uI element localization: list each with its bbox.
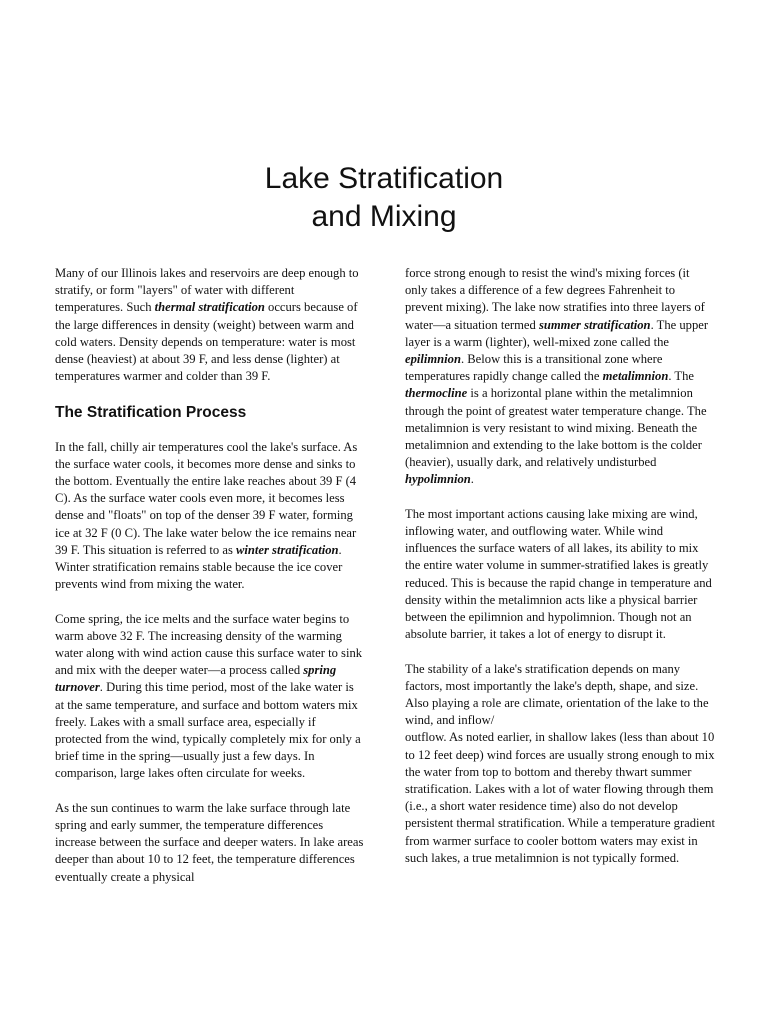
stability-text-2: outflow. As noted earlier, in shallow lakes (less than about 10 to 12 feet deep) wind forces are usually strong enough to mix the water from top to bottom and thereby thwart summer stratification. Lakes with a lot of water flowing through them (i.e., a short water residence time) also do not develop persistent thermal stratification. While a temperature gradient from warmer surface to cooler bottom waters may exist in such lakes, a true metalimnion is not typically formed. — [405, 730, 715, 865]
page-title-line-2: and Mixing — [311, 200, 457, 233]
fall-text-1: In the fall, chilly air temperatures cool the lake's surface. As the surface water cools, it becomes more dense and sinks to the bottom. Eventually the entire lake reaches about 39 F (4 C). As the surface water cools even more, it becomes less dense and "floats" on top of the denser 39 F water, forming ice at 32 F (0 C). The lake water below the ice remains near 39 F. This situation is referred to as — [55, 439, 358, 557]
term-hypolimnion: hypolimnion — [405, 472, 471, 487]
layers-text-1: force strong enough to resist the wind's mixing forces (it only takes a difference of a few degrees Fahrenheit to prevent mixing). The lake now stratifies into three layers of water—a situation termed — [405, 266, 705, 332]
spring-text-1: Come spring, the ice melts and the surface water begins to warm above 32 F. The increasing density of the warming water along with wind action cause this surface water to sink and mix with the deeper water—a process called — [55, 611, 363, 678]
fall-paragraph — [55, 439, 365, 594]
layers-text-5: is a horizontal plane within the metalimnion through the point of greatest water temperature change. The metalimnion is very resistant to wind mixing. Beneath the metalimnion and extending to the lake bottom is the colder (heavier), usually dark, and relatively undisturbed — [405, 386, 707, 470]
layers-text-2: . The upper layer is a warm (lighter), well-mixed zone called the — [405, 317, 709, 349]
summer-paragraph: As the sun continues to warm the lake surface through late spring and early summer, the temperature differences increase between the surface and deeper waters. In lake areas deeper than about 10 to 12 feet, the temperature differences eventually create a physical — [55, 800, 364, 884]
layers-text-4: . The — [668, 369, 694, 384]
intro-paragraph — [55, 265, 365, 385]
fall-text-2: . Winter stratification remains stable because the ice cover prevents wind from mixing the water. — [55, 542, 343, 592]
term-winter-stratification: winter stratification — [236, 542, 339, 557]
layers-paragraph — [405, 265, 715, 489]
section-heading: The Stratification Process — [55, 403, 247, 421]
intro-text-1: Many of our Illinois lakes and reservoirs are deep enough to stratify, or form "layers" of water with different temperatures. Such — [55, 266, 359, 315]
stability-text-1: The stability of a lake's stratification depends on many factors, most importantly the lake's depth, shape, and size. Also playing a role are climate, orientation of the lake to the wind, and inflow/ — [405, 661, 709, 728]
term-summer-stratification: summer stratification — [538, 317, 651, 332]
intro-text-2: occurs because of the large differences in density (weight) between warm and cold waters. Density depends on temperature: water is most dense (heaviest) at about 39 F, and less dense (lighter) at temperatures warmer and colder than 39 F. — [55, 300, 358, 384]
term-epilimnion: epilimnion — [405, 352, 461, 367]
term-metalimnion: metalimnion — [602, 369, 669, 384]
layers-text-6: . — [470, 472, 474, 487]
layers-text-3: . Below this is a transitional zone where temperatures rapidly change called the — [405, 352, 663, 384]
spring-text-2: . During this time period, most of the lake water is at the same temperature, and surface and bottom waters mix freely. Lakes with a small surface area, especially if protected from the wind, typically completely mix for only a brief time in the spring—usually just a few days. In comparison, large lakes often circulate for weeks. — [55, 680, 361, 781]
right-column — [405, 265, 715, 884]
term-thermocline: thermocline — [405, 386, 468, 401]
term-thermal-stratification: thermal stratification — [154, 300, 265, 315]
stability-paragraph — [405, 661, 715, 867]
mixing-paragraph: The most important actions causing lake mixing are wind, inflowing water, and outflowing water. While wind influences the surface waters of all lakes, its ability to mix the entire water volume in summer-stratified lakes is greatly reduced. This is because the rapid change in temperature and density within the metalimnion acts like a physical barrier between the epilimnion and hypolimnion. Though not an absolute barrier, it takes a lot of energy to disrupt it. — [405, 506, 712, 642]
spring-paragraph — [55, 611, 365, 783]
left-column — [55, 265, 365, 903]
page-title-line-1: Lake Stratification — [264, 162, 504, 195]
term-spring-turnover: spring turnover — [55, 663, 337, 695]
